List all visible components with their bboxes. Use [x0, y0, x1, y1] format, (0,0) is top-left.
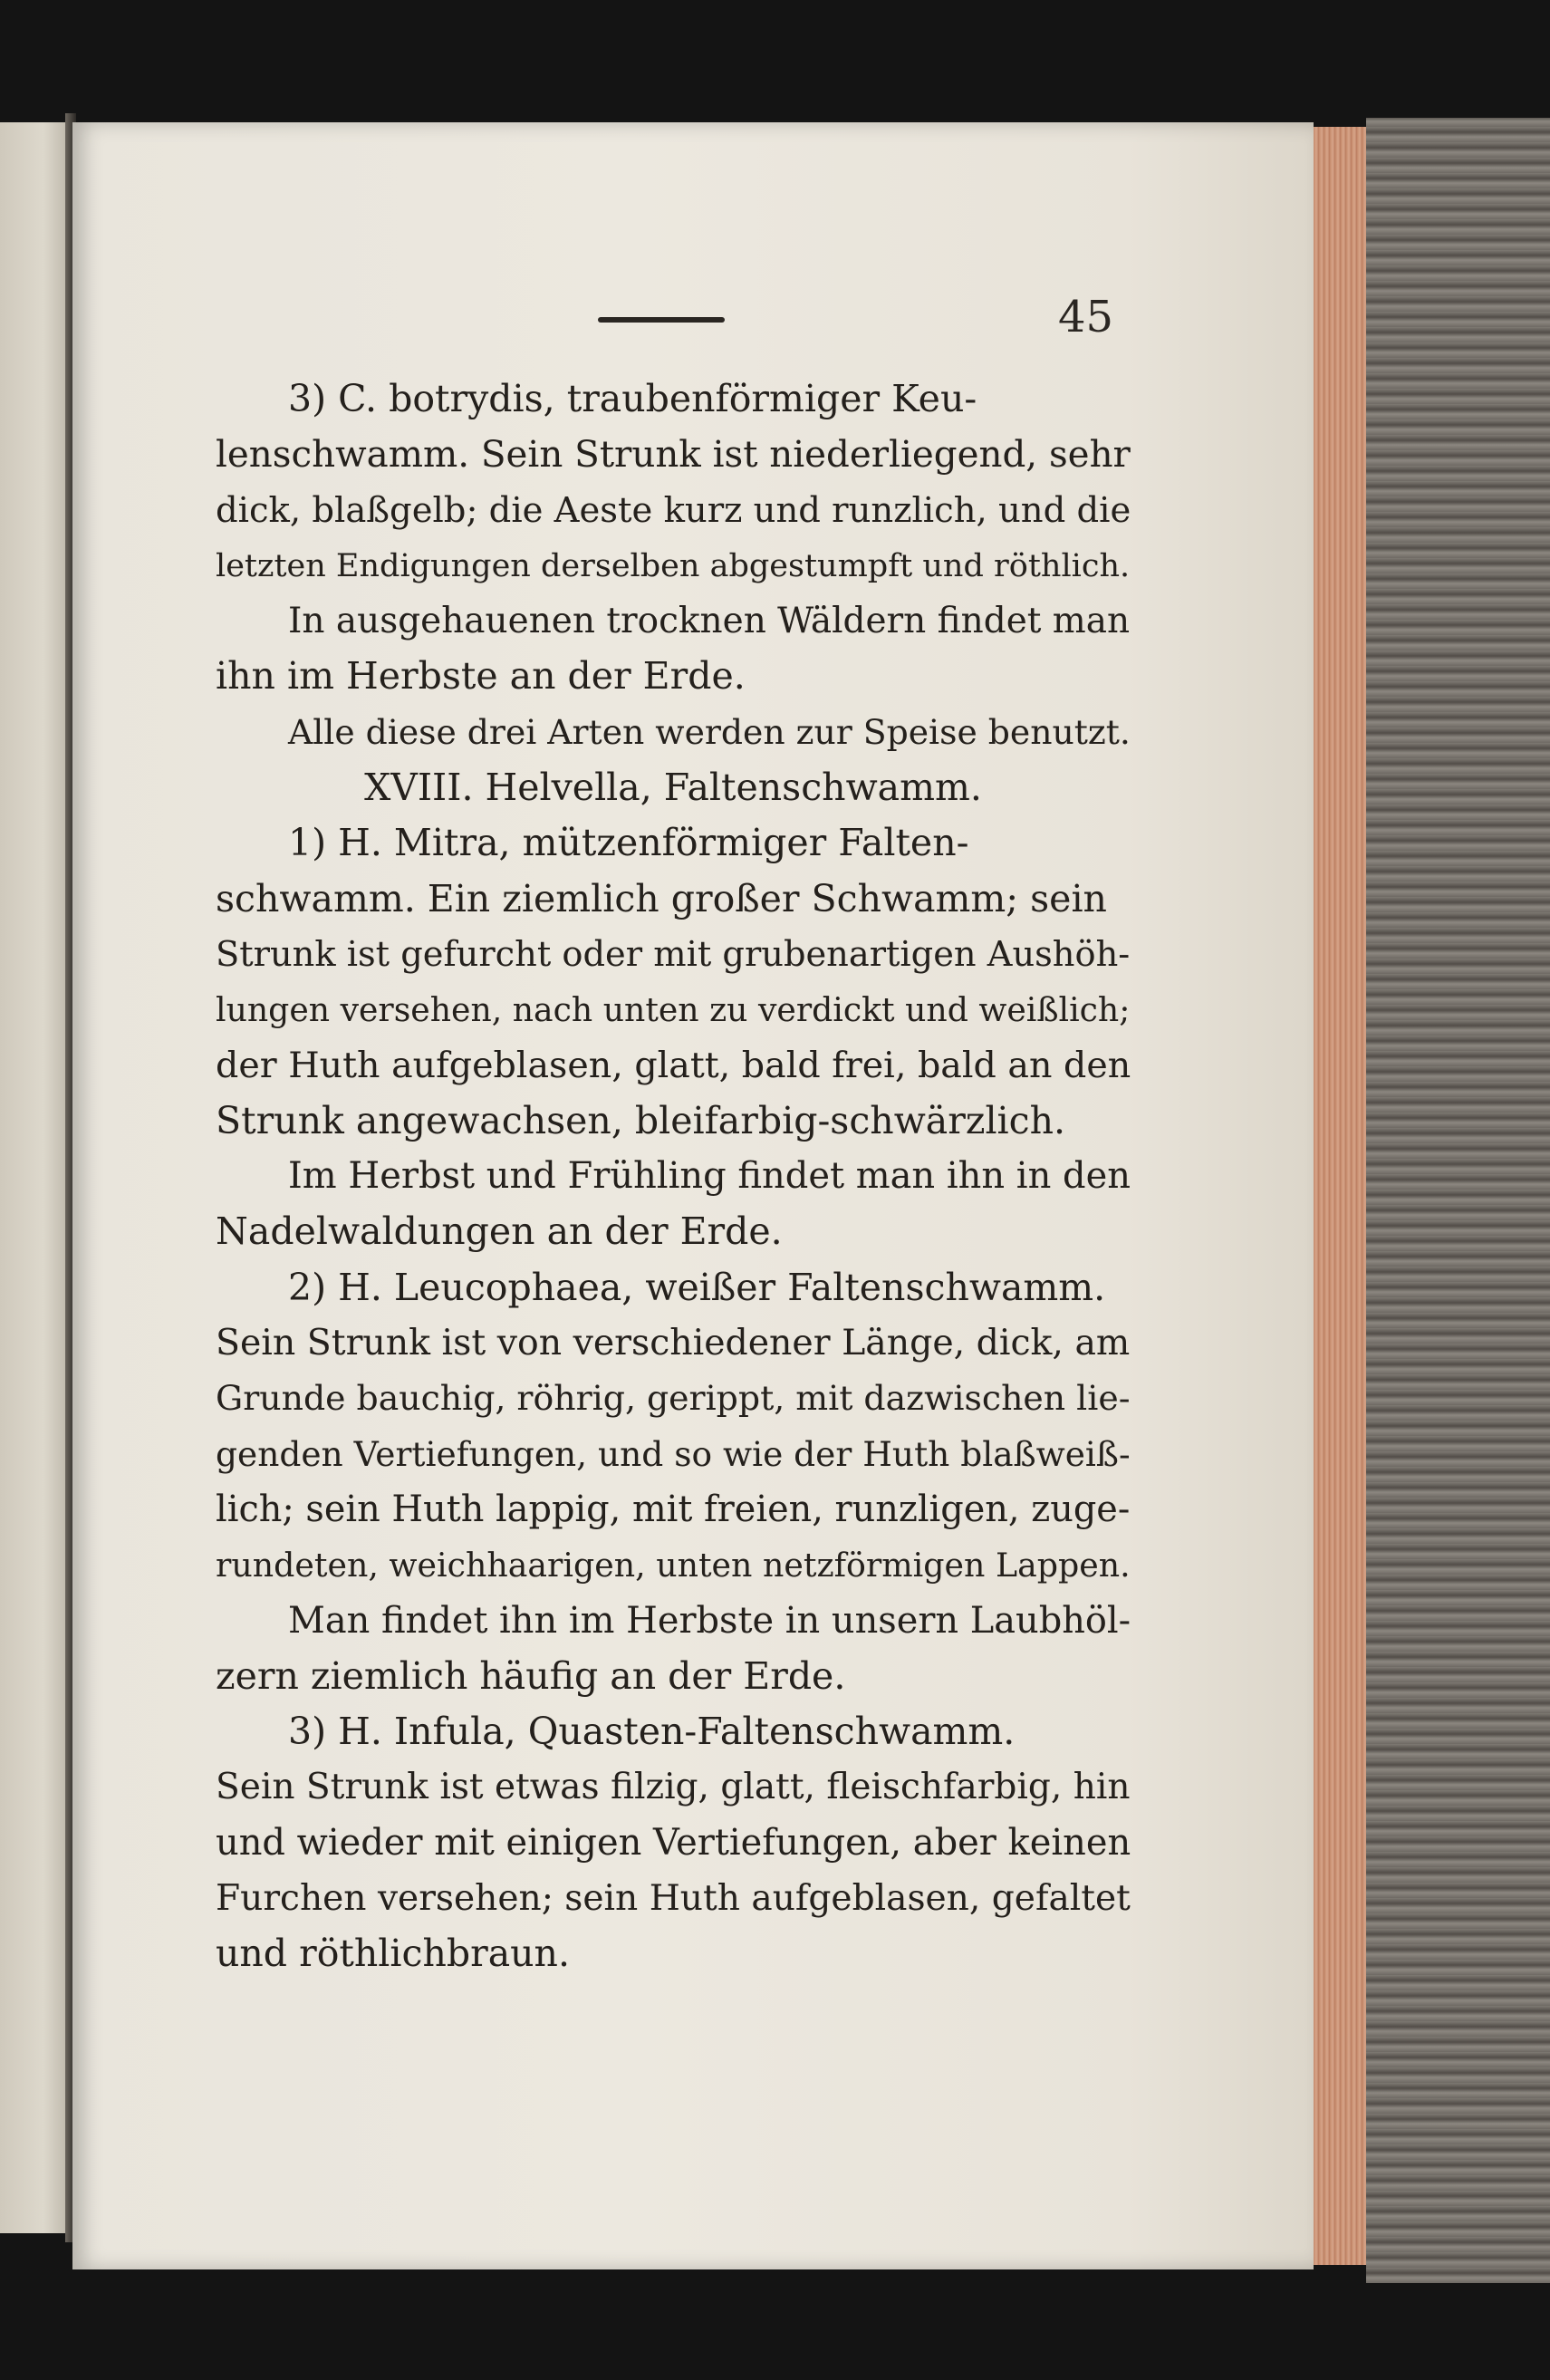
text-line: Strunk angewachsen, bleifarbig-schwärzlich.	[216, 1098, 1066, 1142]
text-line: und wieder mit einigen Vertiefungen, aber keinen	[216, 1821, 1131, 1864]
text-line: rundeten, weichhaarigen, unten netzförmigen Lappen.	[216, 1546, 1131, 1585]
page-number: 45	[1058, 292, 1114, 342]
body-text	[216, 371, 1131, 1982]
text-line: Furchen versehen; sein Huth aufgeblasen, gefaltet	[216, 1878, 1131, 1920]
text-line: genden Vertiefungen, und so wie der Huth blaßweiß-	[216, 1433, 1131, 1474]
text-line: Sein Strunk ist von verschiedener Länge, dick, am	[216, 1322, 1131, 1364]
text-line: der Huth aufgeblasen, glatt, bald frei, bald an den	[216, 1044, 1131, 1086]
text-line: zern ziemlich häufig an der Erde.	[216, 1653, 846, 1698]
text-line: Strunk ist gefurcht oder mit grubenartigen Aushöh-	[216, 933, 1131, 975]
page-edges	[1314, 127, 1366, 2265]
book-cover-edge	[1366, 118, 1550, 2283]
text-line: 3) H. Infula, Quasten-Faltenschwamm.	[288, 1710, 1016, 1754]
text-line: Man findet ihn im Herbste in unsern Laubhöl-	[288, 1599, 1131, 1642]
text-line: lungen versehen, nach unten zu verdickt und weißlich;	[216, 990, 1131, 1030]
section-heading: XVIII. Helvella, Faltenschwamm.	[364, 766, 982, 810]
text-line: lich; sein Huth lappig, mit freien, runzligen, zuge-	[216, 1488, 1131, 1530]
facing-page	[0, 122, 72, 2233]
text-line: Nadelwaldungen an der Erde.	[216, 1209, 783, 1254]
text-line: Grunde bauchig, röhrig, gerippt, mit dazwischen lie-	[216, 1378, 1131, 1419]
text-line: Im Herbst und Frühling findet man ihn in den	[288, 1155, 1131, 1198]
text-line: und röthlichbraun.	[216, 1932, 570, 1976]
text-line: letzten Endigungen derselben abgestumpft und röthlich.	[216, 546, 1131, 584]
text-line: Sein Strunk ist etwas filzig, glatt, fleischfarbig, hin	[216, 1767, 1131, 1808]
text-line: lenschwamm. Sein Strunk ist niederliegend, sehr	[216, 433, 1131, 477]
text-line: In ausgehauenen trocknen Wäldern findet man	[288, 601, 1131, 642]
text-line: 3) C. botrydis, traubenförmiger Keu-	[288, 377, 977, 420]
text-line: 2) H. Leucophaea, weißer Faltenschwamm.	[288, 1265, 1106, 1309]
text-line: dick, blaßgelb; die Aeste kurz und runzlich, und die	[216, 489, 1131, 531]
header-ornament	[598, 317, 725, 323]
text-line: Alle diese drei Arten werden zur Speise benutzt.	[288, 711, 1131, 752]
text-line: ihn im Herbste an der Erde.	[216, 654, 746, 699]
text-line: schwamm. Ein ziemlich großer Schwamm; sein	[216, 876, 1107, 920]
text-line: 1) H. Mitra, mützenförmiger Falten-	[288, 821, 969, 865]
